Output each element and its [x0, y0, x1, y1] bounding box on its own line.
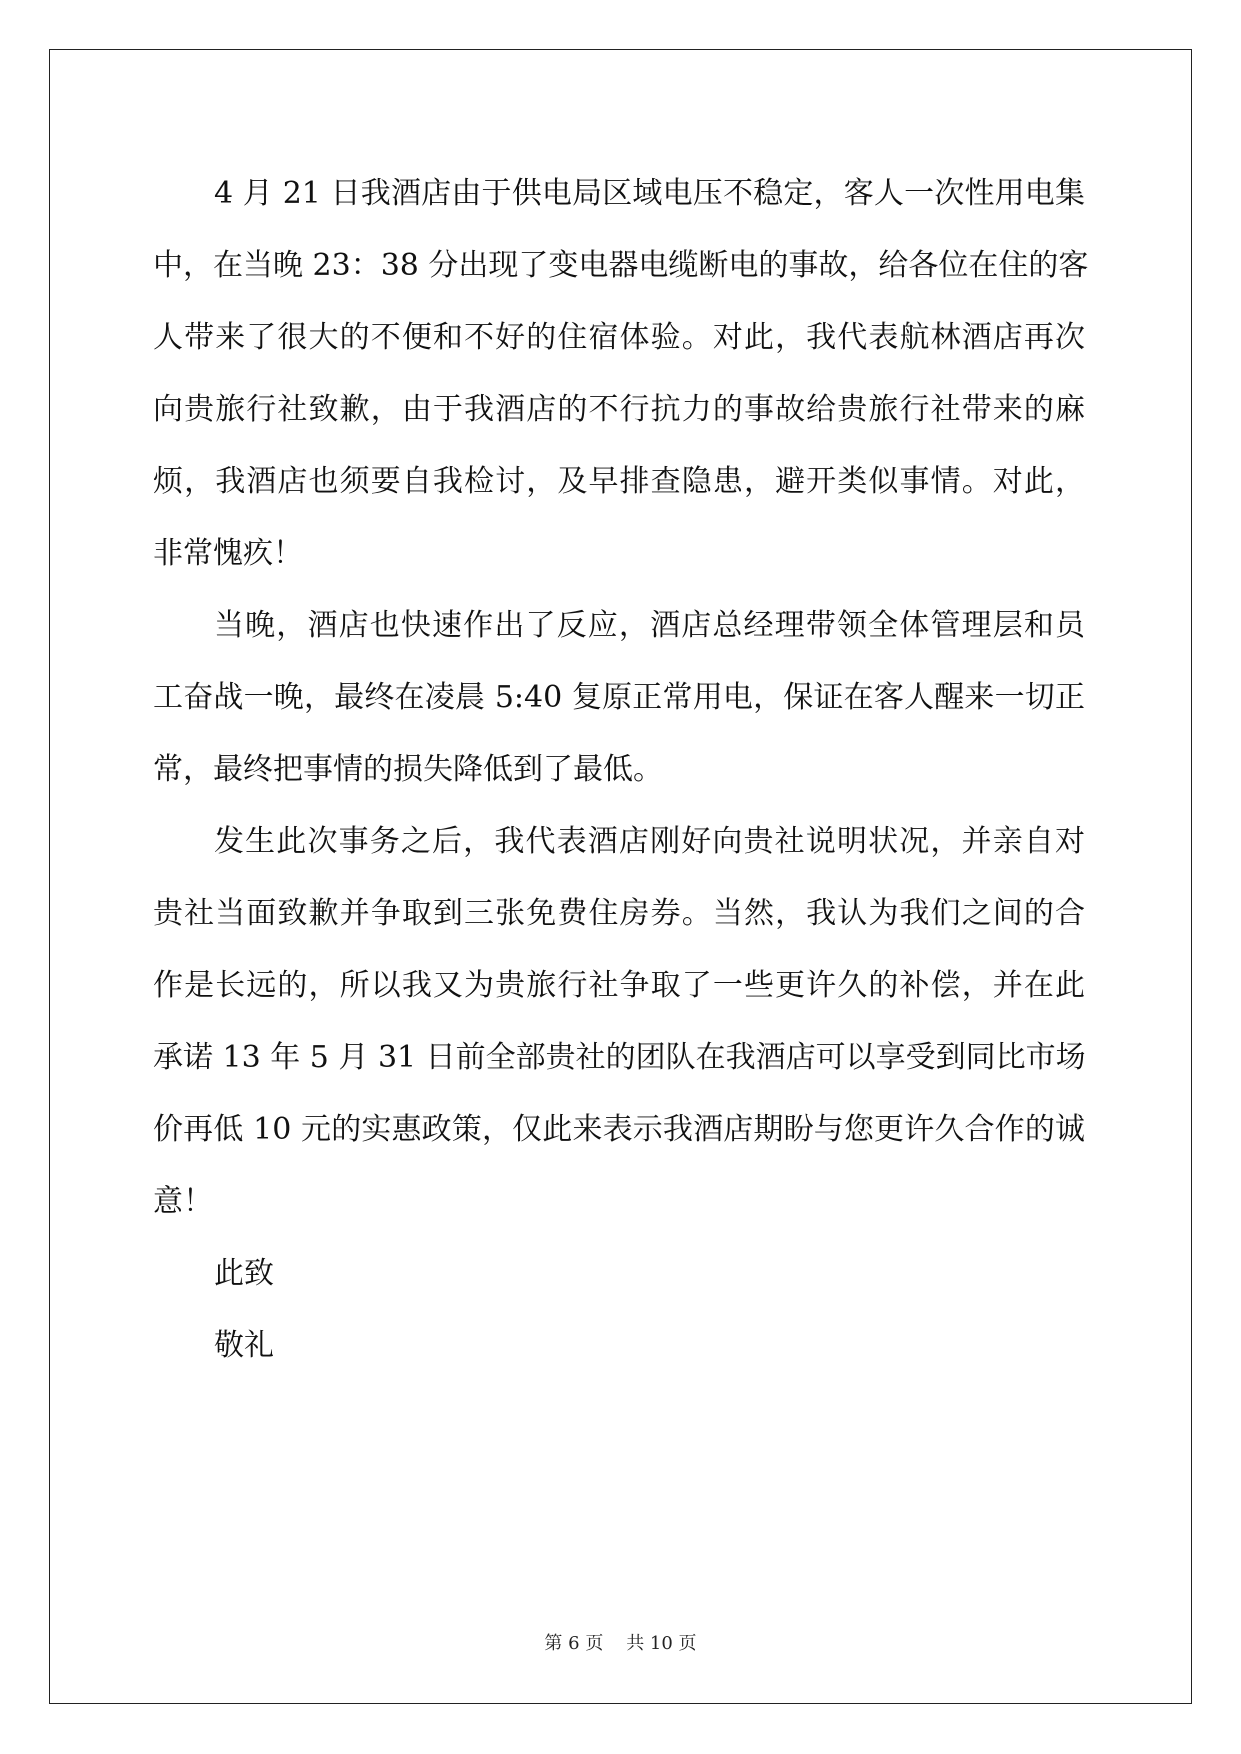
text-line: 中，在当晚 23：38 分出现了变电器电缆断电的事故，给各位在住的客	[153, 248, 1089, 283]
text-line: 工奋战一晚，最终在凌晨 5:40 复原正常用电，保证在客人醒来一切正	[153, 680, 1085, 715]
page-number: 第 6 页 共 10 页	[544, 1633, 697, 1654]
closing-regards: 敬礼	[214, 1328, 274, 1363]
text-line: 价再低 10 元的实惠政策，仅此来表示我酒店期盼与您更许久合作的诚	[153, 1112, 1085, 1147]
text-line: 意！	[153, 1184, 213, 1219]
text-line: 4 月 21 日我酒店由于供电局区域电压不稳定，客人一次性用电集	[214, 176, 1085, 211]
closing-salutation: 此致	[214, 1256, 274, 1291]
text-line: 人带来了很大的不便和不好的住宿体验。对此，我代表航林酒店再次	[153, 320, 1085, 355]
text-line: 常，最终把事情的损失降低到了最低。	[153, 752, 663, 787]
text-line: 贵社当面致歉并争取到三张免费住房券。当然，我认为我们之间的合	[153, 896, 1085, 931]
text-line: 当晚，酒店也快速作出了反应，酒店总经理带领全体管理层和员	[214, 608, 1085, 643]
text-line: 非常愧疚！	[153, 536, 303, 571]
text-line: 向贵旅行社致歉，由于我酒店的不行抗力的事故给贵旅行社带来的麻	[153, 392, 1085, 427]
text-line: 烦，我酒店也须要自我检讨，及早排查隐患，避开类似事情。对此，	[153, 464, 1085, 499]
letter-body	[153, 158, 1089, 1382]
text-line: 作是长远的，所以我又为贵旅行社争取了一些更许久的补偿，并在此	[153, 968, 1085, 1003]
text-line: 承诺 13 年 5 月 31 日前全部贵社的团队在我酒店可以享受到同比市场	[153, 1040, 1086, 1075]
text-line: 发生此次事务之后，我代表酒店刚好向贵社说明状况，并亲自对	[214, 824, 1085, 859]
